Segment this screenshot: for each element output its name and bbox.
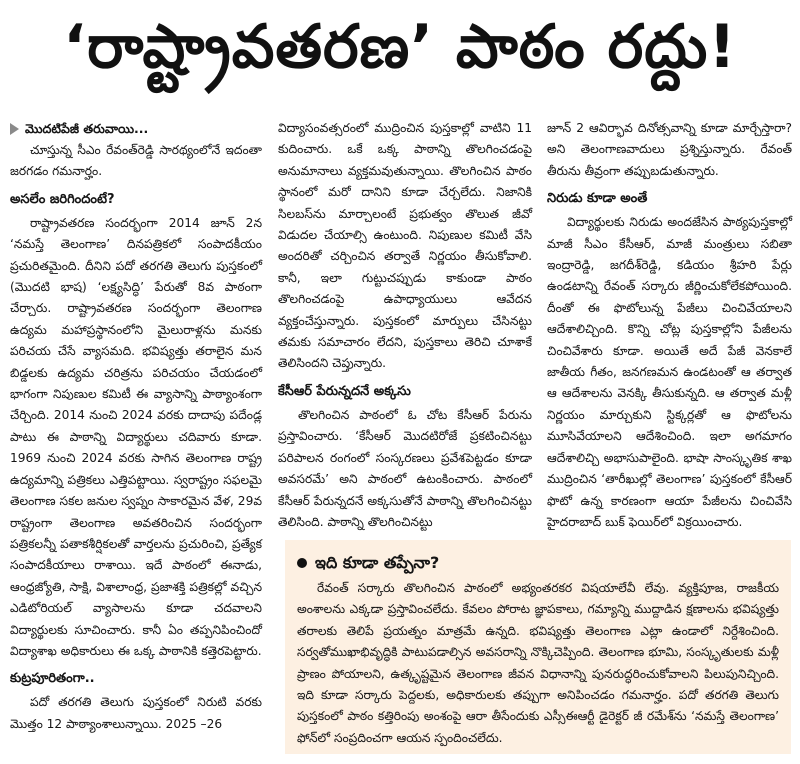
paragraph: జూన్ 2 ఆవిర్భావ దినోత్సవాన్ని కూడా మార్చేస్తారా? అని తెలంగాణవాదులు ప్రశ్నిస్తున్నారు. రేవంత్ తీరును తీవ్రంగా తప్పుబడుతున్నారు. (547, 121, 792, 178)
box-paragraph: రేవంత్ సర్కారు తొలగించిన పాఠంలో అభ్యంతరకర విషయాలేవీ లేవు. వ్యక్తిపూజ, రాజకీయ అంశాలను ఎక్కడా ప్రస్తావించలేదు. కేవలం పోరాట జ్ఞాపకాలు, గమ్యాన్ని ముద్దాడిన క్షణాలను భవిష్యత్తు తరాలకు తెలిపే ప్రయత్నం మాత్రమే ఉన్నది. భవిష్యత్తు తెలంగాణ ఎట్లా ఉండాలో నిర్దేశించింది. సర్వతోముఖాభివృద్ధికి పాటుపడాల్సిన అవసరాన్ని నొక్కిచెప్పింది. తెలంగాణ భూమి, సంస్కృతులకు మళ్లీ ప్రాణం పోయాలని, ఉత్కృష్టమైన తెలంగాణ జీవన విధానాన్ని పునరుద్ధరించుకోవాలని పిలుపునిచ్చింది. ఇది కూడా సర్కారు పెద్దలకు, అధికారులకు తప్పుగా అనిపించడం గమనార్హం. పదో తరగతి తెలుగు పుస్తకంలో పాఠం కత్తిరింపు అంశంపై ఆరా తీసేందుకు ఎస్సీఈఆర్టీ డైరెక్టర్ జీ రమేశ్‌ను ‘నమస్తే తెలంగాణ’ ఫోన్‌లో సంప్రదించగా ఆయన స్పందించలేదు. (297, 581, 779, 745)
subhead-what-happened: అసలేం జరిగిందంటే? (10, 191, 115, 207)
arrow-right-icon (10, 123, 19, 135)
paragraph: రాష్ట్రావతరణ సందర్భంగా 2014 జూన్ 2న ‘నమస్తే తెలంగాణ’ దినపత్రికలో సంపాదకీయం ప్రచురితమైంది. దీనిని పదో తరగతి తెలుగు పుస్తకంలో (మొదటి భాష) ‘లక్ష్యసిద్ధి’ పేరుతో 8వ పాఠంగా చేర్చారు. రాష్ట్రావతరణ సందర్భంగా తెలంగాణ ఉద్యమ మహాప్రస్థానంలోని మైలురాళ్లను మనకు పరిచయ చేసే వ్యాసమది. భవిష్యత్తు తరాలైన మన బిడ్డలకు ఉద్యమ చరిత్రను పరిచయం చేయడంలో భాగంగా నిపుణుల కమిటీ ఈ వ్యాసాన్ని పాఠ్యాంశంగా చేర్చింది. 2014 నుంచి 2024 వరకు దాదాపు పదేండ్ల పాటు ఈ పాఠాన్ని విద్యార్థులు చదివారు కూడా. 1969 నుంచి 2024 వరకు సాగిన తెలంగాణ రాష్ట్ర ఉద్యమాన్ని పత్రికలు ఎత్తిపట్టాయి. స్వరాష్ట్రం సఫలమై తెలంగాణ సకల జనుల స్వప్నం సాకారమైన వేళ, 29వ రాష్ట్రంగా తెలంగాణ అవతరించిన సందర్భంగా పత్రికలన్నీ పతాకశీర్షికలతో వార్తలను ప్రచురించి, ప్రత్యేక సంపాదకీయాలు రాశాయి. ఇదే పాఠంలో ఈనాడు, ఆంధ్రజ్యోతి, సాక్షి, విశాలాంధ్ర, ప్రజాశక్తి పత్రికల్లో వచ్చిన ఎడిటోరియల్ వ్యాసాలను కూడా చదవాలని విద్యార్థులకు సూచించారు. కానీ ఏం తప్పనిపించిందో విద్యాశాఖ అధికారులు ఈ ఒక్క పాఠానికి కత్తెరపెట్టారు. (10, 215, 262, 658)
box-title (297, 550, 779, 576)
continued-kicker (10, 118, 262, 140)
paragraph: తొలగించిన పాఠంలో ఓ చోట కేసీఆర్ పేరును ప్రస్తావించారు. ‘కేసీఆర్ మొదటిరోజే ప్రకటించినట్టు పరిపాలన రంగంలో సంస్కరణలు ప్రవేశపెట్టడం కూడా అవసరమే’ అని పాఠంలో ఉటంకించారు. పాఠంలో కేసీఆర్ పేరున్నదనే అక్కసుతోనే పాఠాన్ని తొలగించినట్టు తెలిసింది. పాఠాన్ని తొలగించినట్టు (278, 407, 532, 529)
kicker-text: మొదటిపేజీ తరువాయి... (25, 121, 149, 136)
bullet-icon (297, 558, 307, 568)
paragraph: పదో తరగతి తెలుగు పుస్తకంలో నిరుటి వరకు మొత్తం 12 పాఠ్యాంశాలున్నాయి. 2025 –26 (10, 695, 262, 731)
column-3 (547, 118, 792, 535)
paragraph: విద్యాసంవత్సరంలో ముద్రించిన పుస్తకాల్లో వాటిని 11 కుదించారు. ఒకే ఒక్క పాఠాన్ని తొలగించడంపై అనుమానాలు వ్యక్తమవుతున్నాయి. తొలగించిన పాఠం స్థానంలో మరో దానిని కూడా చేర్చలేదు. నిజానికి సిలబస్‌ను మార్చాలంటే ప్రభుత్వం తొలుత జీవో విడుదల చేయాల్సి ఉంటుంది. నిపుణుల కమిటీ వేసి అందరితో చర్చించిన తర్వాతే నిర్ణయం తీసుకోవాలి. కానీ, ఇలా గుట్టుచప్పుడు కాకుండా పాఠం తొలగించడంపై ఉపాధ్యాయులు ఆవేదన వ్యక్తంచేస్తున్నారు. పుస్తకంలో మార్పులు చేసినట్టు తమకు సమాచారం లేదని, పుస్తకాలు తెరిచి చూశాకే తెలిసిందని చెప్తున్నారు. (278, 121, 532, 371)
sidebar-box (285, 540, 791, 754)
subhead-kcr-name: కేసీఆర్ పేరున్నదనే అక్కసు (278, 383, 411, 399)
subhead-last-year: నిరుడు కూడా అంతే (547, 191, 648, 207)
column-1 (10, 118, 262, 737)
headline: ‘రాష్ట్రావతరణ’ పాఠం రద్దు! (63, 12, 737, 82)
intro-paragraph: చూస్తున్న సీఎం రేవంత్‌రెడ్డి సారథ్యంలోనే ఇదంతా జరగడం గమనార్హం. (10, 143, 262, 179)
paragraph: విద్యార్థులకు నిరుడు అందజేసిన పాఠ్యపుస్తకాల్లో మాజీ సీఎం కేసీఆర్, మాజీ మంత్రులు సబితా ఇంద్రారెడ్డి, జగదీశ్‌రెడ్డి, కడియం శ్రీహరి పేర్లు ఉండటాన్ని రేవంత్ సర్కారు జీర్ణించుకోలేకపోయింది. దీంతో ఈ ఫొటోలున్న పేజీలు చించివేయాలని ఆదేశాలిచ్చింది. కొన్ని చోట్ల పుస్తకాల్లోని పేజీలను చించివేశారు కూడా. అయితే అదే పేజీ వెనకాలే జాతీయ గీతం, జనగణమన ఉండటంతో ఆ తర్వాత ఆ ఆదేశాలను వెనక్కి తీసుకున్నది. ఆ తర్వాత మళ్లీ నిర్ణయం మార్చుకుని స్టిక్కర్లతో ఆ ఫొటోలను మూసివేయాలని ఆదేశించింది. ఇలా అగమాగం ఆదేశాలిచ్చి అభాసుపాలైంది. భాషా సాంస్కృతిక శాఖ ముద్రించిన ‘తారీఖుల్లో తెలంగాణ’ పుస్తకంలో కేసీఆర్ ఫొటో ఉన్న కారణంగా ఆయా పేజీలను చించివేసి హైదరాబాద్ బుక్ ఫెయిర్‌లో విక్రయించారు. (547, 215, 792, 529)
subhead-conspiracy: కుట్రపూరితంగా.. (10, 671, 95, 687)
column-2 (278, 118, 532, 535)
box-title-text: ఇది కూడా తప్పేనా? (315, 553, 440, 572)
